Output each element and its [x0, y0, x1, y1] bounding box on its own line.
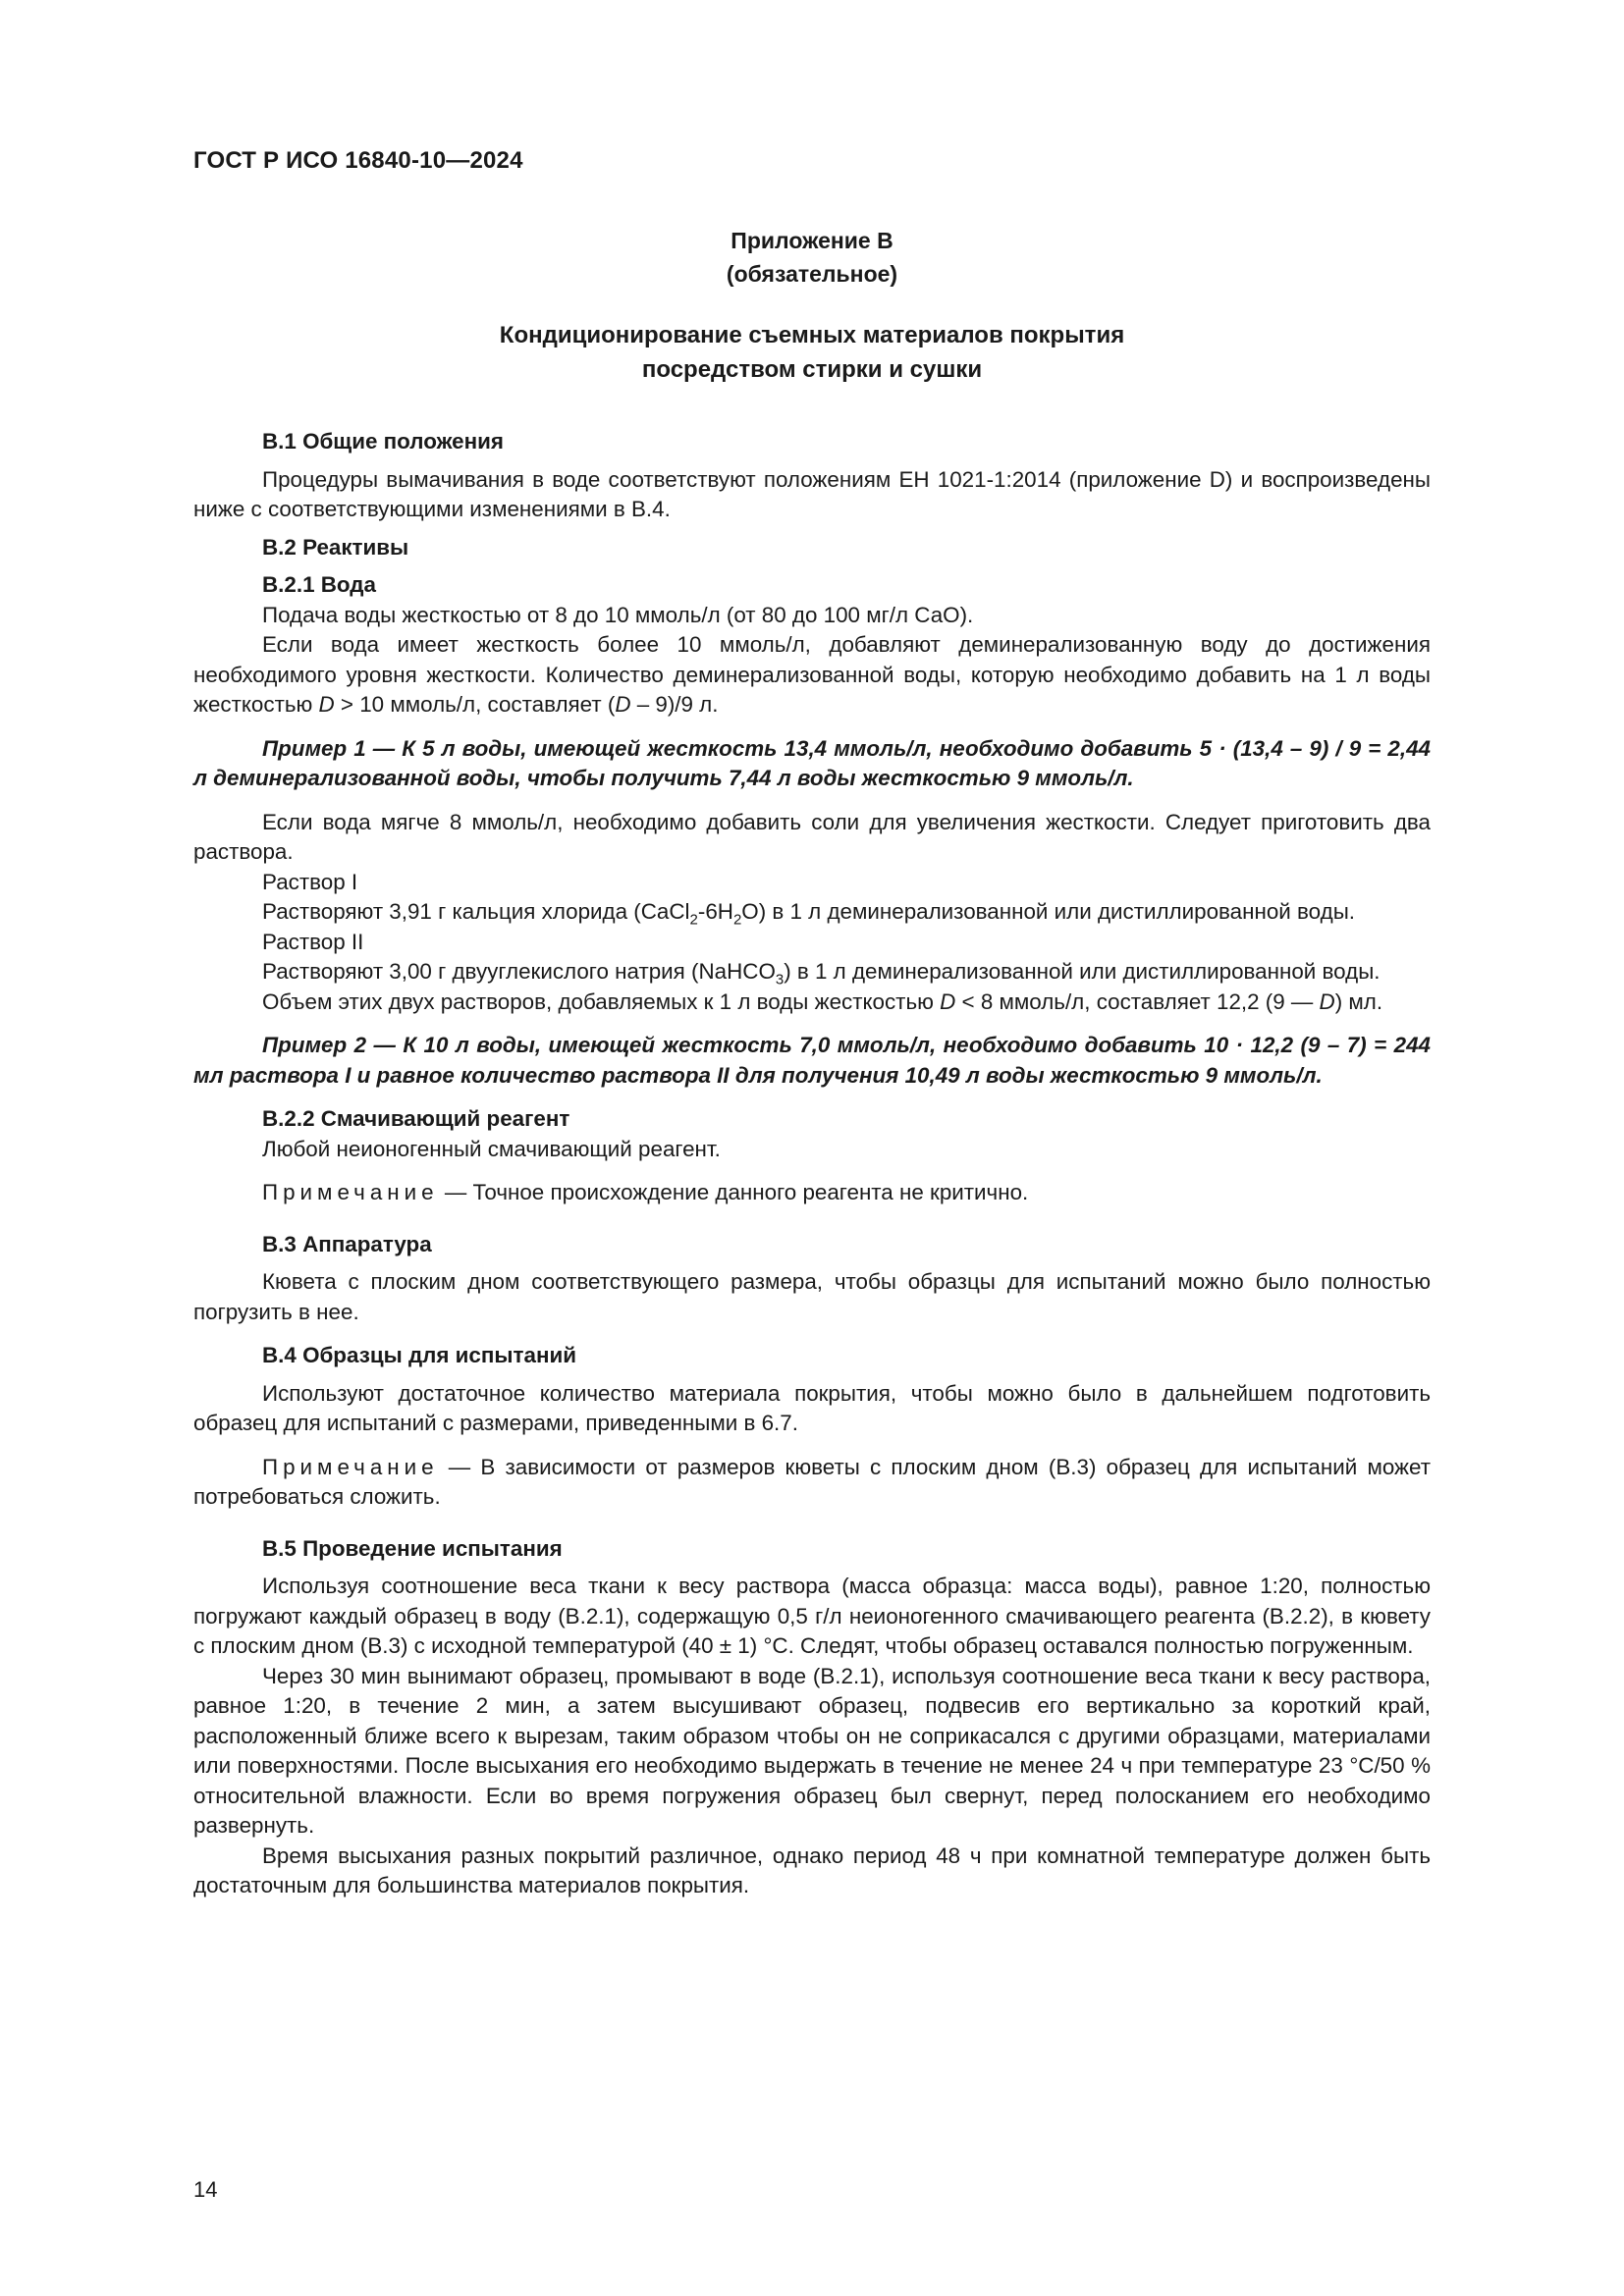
paragraph-b5-2: Через 30 мин вынимают образец, промывают в воде (В.2.1), используя соотношение веса ткани к весу раствора, равное 1:20, в течение 2 мин, а затем высушивают образец, подвесив его вертикально за короткий край, расположенный ближе всего к вырезам, таким образом чтобы он не соприкасался с другими образцами, материалами или поверхностями. После высыхания его необходимо выдержать в течение не менее 24 ч при температуре 23 °С/50 % относительной влажности. Если во время погружения образец был свернут, перед полосканием его необходимо развернуть.	[193, 1663, 1431, 1838]
solution-2-label: Раствор II	[262, 929, 364, 954]
note-label: Примечание	[262, 1454, 439, 1479]
paragraph-b5-3: Время высыхания разных покрытий различное, однако период 48 ч при комнатной температуре должен быть достаточным для большинства материалов покрытия.	[193, 1842, 1431, 1897]
annex-label-block	[0, 224, 1624, 291]
solution-2-text: Растворяют 3,00 г двууглекислого натрия (NaHCO$_3$) в 1 л деминерализованной или дистиллированной воды.	[262, 959, 1380, 988]
annex-label: Приложение В	[731, 228, 893, 253]
paragraph-b21-2: Если вода имеет жесткость более 10 ммоль/л, добавляют деминерализованную воду до достижения необходимого уровня жесткости. Количество деминерализованной воды, которую необходимо добавить на 1 л воды жесткостью D > 10 ммоль/л, составляет (D – 9)/9 л.	[193, 632, 1431, 717]
annex-title	[0, 318, 1624, 387]
document-header: ГОСТ Р ИСО 16840-10—2024	[193, 147, 523, 174]
section-heading-b3: В.3 Аппаратура	[262, 1231, 432, 1256]
annex-status: (обязательное)	[726, 261, 898, 287]
note-b4: Примечание — В зависимости от размеров кюветы с плоским дном (В.3) образец для испытаний может потребоваться сложить.	[193, 1454, 1431, 1509]
paragraph-b1: Процедуры вымачивания в воде соответствуют положениям ЕН 1021-1:2014 (приложение D) и воспроизведены ниже с соответствующими изменениями в В.4.	[193, 466, 1431, 521]
solution-1-label: Раствор I	[262, 869, 358, 894]
paragraph-b4: Используют достаточное количество материала покрытия, чтобы можно было в дальнейшем подготовить образец для испытаний с размерами, приведенными в 6.7.	[193, 1380, 1431, 1435]
note-b22: Примечание — Точное происхождение данного реагента не критично.	[262, 1180, 1029, 1204]
example-1: Пример 1 — К 5 л воды, имеющей жесткость 13,4 ммоль/л, необходимо добавить 5 · (13,4 – 9) / 9 = 2,44 л деминерализованной воды, чтобы получить 7,44 л воды жесткостью 9 ммоль/л.	[193, 735, 1431, 790]
section-heading-b4: В.4 Образцы для испытаний	[262, 1343, 577, 1367]
paragraph-b3: Кювета с плоским дном соответствующего размера, чтобы образцы для испытаний можно было полностью погрузить в нее.	[193, 1269, 1431, 1324]
example-2: Пример 2 — К 10 л воды, имеющей жесткость 7,0 ммоль/л, необходимо добавить 10 · 12,2 (9 – 7) = 244 мл раствора I и равное количество раствора II для получения 10,49 л воды жесткостью 9 ммоль/л.	[193, 1033, 1431, 1088]
page-number: 14	[193, 2177, 218, 2202]
section-heading-b22: В.2.2 Смачивающий реагент	[262, 1106, 570, 1131]
section-heading-b1: В.1 Общие положения	[262, 429, 504, 454]
paragraph-b22: Любой неионогенный смачивающий реагент.	[262, 1136, 721, 1161]
section-heading-b21: В.2.1 Вода	[262, 572, 376, 597]
note-label: Примечание	[262, 1180, 439, 1204]
paragraph-b5-1: Используя соотношение веса ткани к весу раствора (масса образца: масса воды), равное 1:20, полностью погружают каждый образец в воду (В.2.1), содержащую 0,5 г/л неионогенного смачивающего реагента (В.2.2), в кювету с плоским дном (В.3) с исходной температурой (40 ± 1) °С. Следят, чтобы образец оставался полностью погруженным.	[193, 1574, 1431, 1658]
paragraph-b21-1: Подача воды жесткостью от 8 до 10 ммоль/л (от 80 до 100 мг/л СаО).	[262, 602, 974, 627]
annex-title-line-1: Кондиционирование съемных материалов покрытия	[499, 322, 1125, 348]
solution-1-text: Растворяют 3,91 г кальция хлорида $(CaCl_2-6H_2O)$ в 1 л деминерализованной или дистиллированной воды.	[262, 899, 1356, 929]
document-body	[193, 427, 1431, 1901]
section-heading-b2: В.2 Реактивы	[262, 534, 409, 560]
paragraph-b21-4: Объем этих двух растворов, добавляемых к 1 л воды жесткостью D < 8 ммоль/л, составляет 12,2 (9 — D) мл.	[262, 988, 1383, 1014]
annex-title-line-2: посредством стирки и сушки	[641, 356, 983, 383]
paragraph-b21-3: Если вода мягче 8 ммоль/л, необходимо добавить соли для увеличения жесткости. Следует приготовить два раствора.	[193, 809, 1431, 864]
section-heading-b5: В.5 Проведение испытания	[262, 1535, 563, 1561]
